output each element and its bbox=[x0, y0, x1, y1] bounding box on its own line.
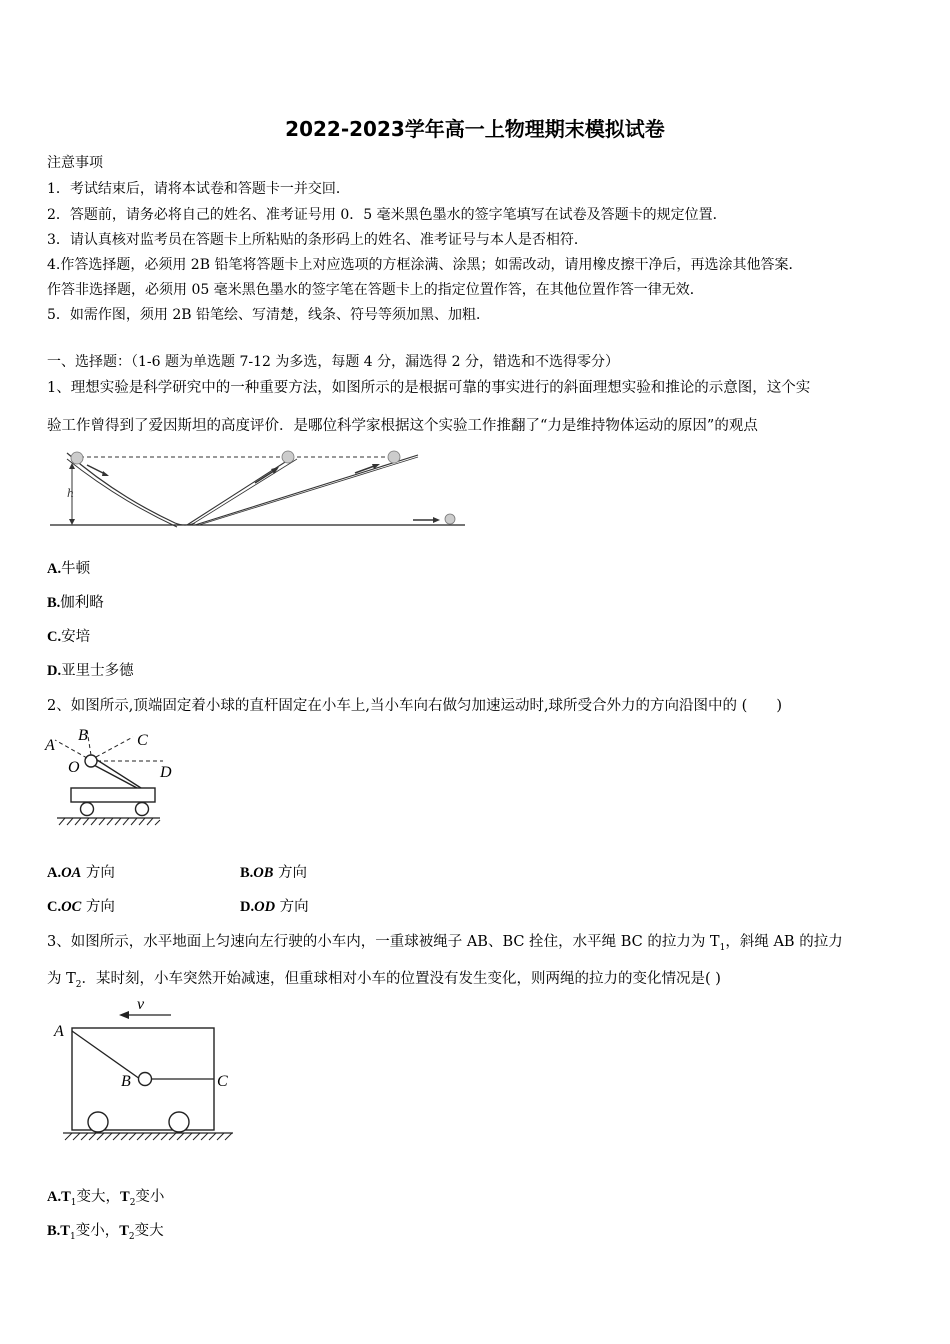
label-b: B bbox=[121, 1073, 131, 1090]
notice-item-4b: 作答非选择题，必须用 05 毫米黑色墨水的签字笔在答题卡上的指定位置作答，在其他位置作答一律无效． bbox=[47, 282, 704, 298]
ball bbox=[85, 755, 97, 767]
q1-stem-line2: 验工作曾得到了爱因斯坦的高度评价．是哪位科学家根据这个实验工作推翻了“力是维持物体运动的原因”的观点 bbox=[47, 418, 758, 434]
label-a: A bbox=[45, 737, 55, 754]
q3-cart-figure bbox=[45, 995, 245, 1145]
notice-heading: 注意事项 bbox=[47, 155, 103, 171]
ball-start bbox=[71, 452, 83, 464]
label-d: D bbox=[160, 764, 172, 781]
q1-option-d[interactable]: D.亚里士多德 bbox=[47, 663, 134, 679]
rod bbox=[90, 763, 137, 788]
label-a: A bbox=[54, 1023, 64, 1040]
page-title: 2022-2023学年高一上物理期末模拟试卷 bbox=[285, 117, 665, 141]
q3-stem-line2: 为 $T_2$．某时刻，小车突然开始减速，但重球相对小车的位置没有发生变化，则两绳的拉力的变化情况是( ) bbox=[47, 971, 721, 990]
ball-gentle bbox=[388, 451, 400, 463]
q1-stem-line1: 1、理想实验是科学研究中的一种重要方法，如图所示的是根据可靠的事实进行的斜面理想实验和推论的示意图，这个实 bbox=[47, 380, 811, 396]
notice-item-4: 4.作答选择题，必须用 2B 铅笔将答题卡上对应选项的方框涂满、涂黑；如需改动，请用橡皮擦干净后，再选涂其他答案． bbox=[47, 257, 803, 273]
q1-option-a[interactable]: A.牛顿 bbox=[47, 561, 91, 577]
q3-stem-line1: 3、如图所示，水平地面上匀速向左行驶的小车内，一重球被绳子 AB、BC 拴住，水平绳 BC 的拉力为 $T_1$，斜绳 AB 的拉力 bbox=[47, 934, 843, 953]
label-c: C bbox=[137, 732, 148, 749]
notice-item-1: 1．考试结束后，请将本试卷和答题卡一并交回． bbox=[47, 181, 350, 197]
label-c: C bbox=[217, 1073, 228, 1090]
cart-body bbox=[71, 788, 155, 802]
q2-option-a[interactable]: A.OA 方向 bbox=[47, 865, 115, 881]
notice-item-3: 3．请认真核对监考员在答题卡上所粘贴的条形码上的姓名、准考证号与本人是否相符． bbox=[47, 232, 588, 248]
steep-incline bbox=[187, 457, 293, 525]
cart-wheel-left bbox=[88, 1112, 108, 1132]
gentle-incline bbox=[195, 455, 418, 525]
height-label: h bbox=[67, 487, 75, 500]
q2-stem: 2、如图所示,顶端固定着小球的直杆固定在小车上,当小车向右做匀加速运动时,球所受合外力的方向沿图中的 ( ) bbox=[47, 698, 782, 714]
cart-wheel-left bbox=[81, 803, 94, 816]
heavy-ball bbox=[139, 1073, 152, 1086]
notice-item-5: 5．如需作图，须用 2B 铅笔绘、写清楚，线条、符号等须加黑、加粗． bbox=[47, 307, 491, 323]
q3-option-a[interactable]: $A.T_1$变大，$T_2$变小 bbox=[47, 1189, 165, 1208]
curved-track bbox=[67, 453, 195, 525]
section-heading: 一、选择题：（1-6 题为单选题 7-12 为多选，每题 4 分，漏选得 2 分，错选和不选得零分） bbox=[47, 354, 619, 370]
ball-steep bbox=[282, 451, 294, 463]
q2-option-c[interactable]: C.OC 方向 bbox=[47, 899, 115, 915]
q1-option-b[interactable]: B.伽利略 bbox=[47, 595, 104, 611]
cart-wheel-right bbox=[136, 803, 149, 816]
cart-wheel-right bbox=[169, 1112, 189, 1132]
q3-option-b[interactable]: $B.T_1$变小，$T_2$变大 bbox=[47, 1223, 164, 1242]
notice-item-2: 2．答题前，请务必将自己的姓名、准考证号用 0．5 毫米黑色墨水的签字笔填写在试卷及答题卡的规定位置． bbox=[47, 207, 727, 223]
q1-incline-figure bbox=[45, 445, 470, 535]
q2-option-b[interactable]: B.OB 方向 bbox=[240, 865, 308, 881]
label-o: O bbox=[68, 759, 80, 776]
ball-flat bbox=[445, 514, 455, 524]
label-v: v bbox=[137, 996, 145, 1013]
label-b: B bbox=[78, 727, 88, 744]
q2-option-d[interactable]: D.OD 方向 bbox=[240, 899, 309, 915]
q1-option-c[interactable]: C.安培 bbox=[47, 629, 91, 645]
q2-cart-figure bbox=[45, 725, 185, 830]
